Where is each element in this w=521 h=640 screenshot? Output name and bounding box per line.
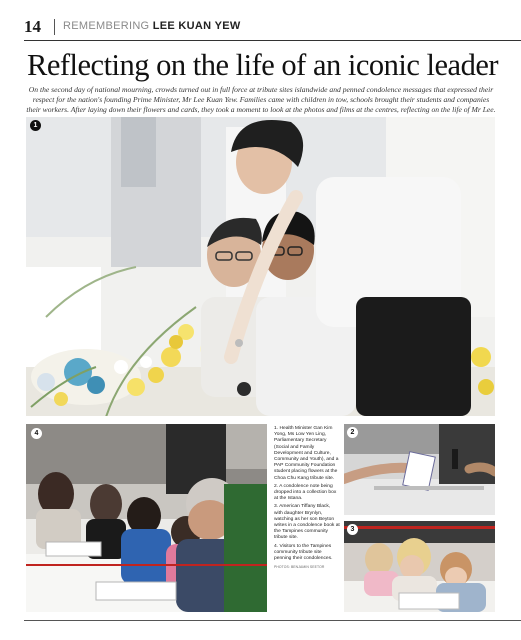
caption-3: 3. American Tiffany Black, with daughter Brynlyn, watching as her son Beyton writes in a condolence book at the Tampines community tribute site. bbox=[274, 504, 340, 541]
page-header bbox=[24, 17, 504, 37]
caption-4: 4. Visitors to the Tampines community tribute site penning their condolences. bbox=[274, 543, 333, 562]
photo-3-image bbox=[344, 521, 495, 612]
photo-4-image bbox=[26, 424, 267, 612]
photo-3-family-writing bbox=[344, 521, 495, 612]
standfirst: On the second day of national mourning, crowds turned out in full force at tribute sites islandwide and penned condolence messages that expressed their respect for the nation's founding Prime Minister, Mr Lee Kuan Yew. Families came with children in tow, schools brought their students and companies their workers. After laying down their flowers and cards, they took a moment to look at the photos and films at the centres, reflecting on the life of Mr Lee. bbox=[26, 85, 496, 115]
photo-3-number: 3 bbox=[347, 524, 358, 535]
section-label-light: REMEMBERING bbox=[63, 20, 153, 32]
photo-captions bbox=[274, 426, 340, 572]
caption-1: 1. Health Minister Gan Kim Yong, Ms Low Yen Ling, Parliamentary Secretary (Social and Family Development and Culture, Community and Youth), and a PAP Community Foundation student placing flowers at the Choa Chu Kang tribute site. bbox=[274, 426, 339, 481]
section-label-bold: LEE KUAN YEW bbox=[152, 20, 241, 32]
header-rule bbox=[24, 40, 521, 41]
photo-1-number: 1 bbox=[30, 120, 41, 131]
header-divider bbox=[54, 19, 55, 35]
photo-4-number: 4 bbox=[31, 428, 42, 439]
photo-1-flower-laying bbox=[26, 117, 495, 416]
photo-2-image bbox=[344, 424, 495, 515]
photo-2-collection-box bbox=[344, 424, 495, 515]
photo-2-number: 2 bbox=[347, 427, 358, 438]
caption-2: 2. A condolence note being dropped into a collection box at the Istana. bbox=[274, 483, 337, 502]
section-label bbox=[63, 20, 241, 32]
photo-credit: PHOTOS: BENJAMIN SEETOR bbox=[274, 565, 325, 570]
headline: Reflecting on the life of an iconic leader bbox=[27, 48, 499, 82]
page-number: 14 bbox=[24, 17, 41, 36]
photo-1-image bbox=[26, 117, 495, 416]
photo-4-condolence-writing bbox=[26, 424, 267, 612]
footer-rule bbox=[24, 620, 521, 621]
